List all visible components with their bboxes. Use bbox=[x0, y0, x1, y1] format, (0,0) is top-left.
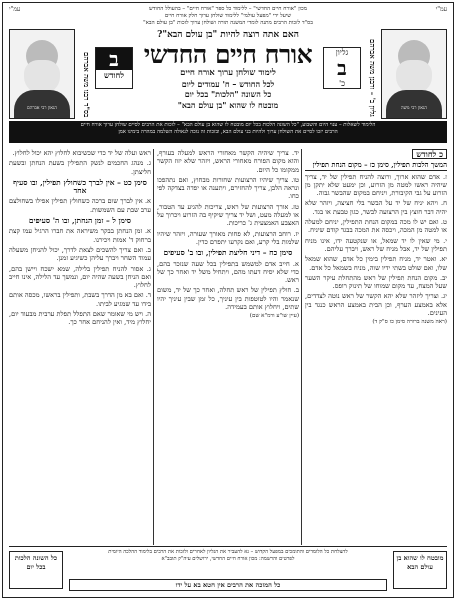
portrait-coat bbox=[14, 90, 70, 118]
paragraph: ח. ויהא יניח של יד על הבשר בלי חציצה, ויזהר שלא יהיה דבר חוצץ בין הרצועה לבשר, כגון טבעת או בגד. bbox=[305, 199, 447, 216]
column-heading: כ לחודש bbox=[412, 149, 447, 159]
page bbox=[2, 2, 454, 598]
paragraph: יג. וצריך ליזהר שלא יהא הקשר של ראש נוטה לצדדים, אלא באמצע הערף, וכן הבית באמצע הראש כנגד בין העינים. bbox=[305, 292, 447, 318]
column-subheading: המשך הלכות תפילין, סימן כז – מקום הנחת תפילין bbox=[305, 161, 447, 170]
per-month-big: ב bbox=[96, 48, 132, 70]
footer-bottom-line: כל המזכה את הרבים אין חטא בא על ידו bbox=[69, 579, 387, 591]
paragraph: ז. אדם שהוא ארוך, ורוצה להניח תפילין של יד, צריך שיהיה ראשו למטה מן הזרוע, וכן ימעט שלא יתקן מן הזרוע על גבי הקיבורת, ויניחם במקום שהבשר גבוה. bbox=[305, 172, 447, 198]
paragraph: יד. צריך שיהיה הקשר מאחורי הראש למעלה בעורף, והוא מקום הפורח מאחורי הראש, ויזהר שלא יזוז הקשר ממקומו כל היום. bbox=[157, 149, 299, 174]
paragraph: י. מי שאין לו יד שמאל, או שנקטעה ידו, אינו מניח תפילין של יד, אבל מניח של ראש, ויברך עליהם. bbox=[305, 236, 447, 253]
column-divider bbox=[301, 149, 302, 545]
paragraph: ט. ואם יש לו מכה במקום הנחת התפילין, יניחם למעלה או למטה מן המכה, ויכסה את המכה בבגד קודם שיניח. bbox=[305, 218, 447, 235]
per-month-box bbox=[95, 47, 133, 89]
paragraph: א. חייב אדם למשמש בתפילין בכל שעה שנזכר בהם, כדי שלא יסיח דעתו מהם, ויתחיל משל יד ואחר כך של ראש. bbox=[157, 259, 299, 285]
portrait-coat bbox=[386, 90, 442, 118]
paragraph: יב. מקום הנחת תפילין של ראש מהתחלת עיקר השער שעל המצח, עד מקום שמוחו של תינוק רופס. bbox=[305, 273, 447, 291]
tag-left: עמ"י bbox=[9, 6, 21, 13]
footer-box-right: מובטח לו שהוא בן עולם הבא bbox=[393, 551, 447, 589]
issue-sub: כ' bbox=[338, 79, 346, 88]
siman-heading: סימן כט – אין לברך כשחולץ תפילין, ובו סעיף אחד bbox=[13, 177, 147, 196]
footnote: (עיין שו"ע ורמ"א שם) bbox=[249, 313, 299, 320]
tag-right: עמ"י bbox=[435, 6, 447, 13]
paragraph: א. זמן הנחתן בבקר משיראה את חברו הרגיל עמו קצת ברחוק ד' אמות ויכירנו. bbox=[9, 227, 151, 244]
paragraph: ראש ועלה של יד כדי שכשיבוא לחלוץ יהא יכול לחלוץ. bbox=[12, 149, 151, 157]
column-middle bbox=[157, 149, 299, 545]
subtitle-3: כל השונה "הלכות" בכל יום bbox=[184, 89, 272, 99]
paragraph: טז. אורך הרצועות של ראש, צריכות להגיע עד הטבור, או למעלה מעט, ושל יד צריך שיקיף בה הזרוע ויכרוך על האצבע האמצעית ג' כריכות. bbox=[157, 202, 299, 228]
issue-number: ב bbox=[337, 56, 347, 80]
subtitle-2: לכל החודש – ח' עמודים ליום bbox=[181, 79, 275, 89]
paragraph: ג. אסור להניח תפילין בלילה, שמא ישכח ויישן בהם, ואם הניחן בשעה שהיה יום, ונמשך עד הלילה, אינו חייב לחלוץ. bbox=[9, 264, 151, 290]
footnote: (ראה משנה ברורה סימן כז ס"ק ד) bbox=[372, 319, 447, 326]
paragraph: יא. ואטר יד, מניח תפילין בימין כל אדם, שהוא שמאל שלו, ואם שולט בשתי ידיו שוה, מניח בשמאל כל אדם. bbox=[305, 255, 447, 272]
top-line-2: שיעל ידי "מפעל עולמי" ללימוד שולחן ערוך חלק אורח חיים bbox=[164, 13, 292, 19]
banner-line-1: הלימוד לשאלות – ענוי היום והשבוע, "כל השונה הלכות בכל יום מובטח לו שהוא בן עולם הבא" – לזכות את הרבים לסיים שולחן ערוך אורח חיים bbox=[80, 122, 376, 128]
column-divider bbox=[153, 149, 154, 545]
portrait-left bbox=[9, 29, 75, 119]
vertical-text-right: גליון ב' – ורבנן משה אברהם bbox=[368, 39, 377, 117]
siman-heading: סימן ל – זמן הנחתן, ובו ה' סעיפים bbox=[28, 216, 132, 226]
page-title: אורח חיים החדשי bbox=[143, 40, 313, 69]
paragraph: ג. מנהג החכמים לנשק התפילין בשעת הנחתן ובשעת חליצתן. bbox=[9, 159, 151, 176]
top-line-1: מכון "אורח חיים החדשי" – ללימוד כל ספר "אורח חיים" – בהעולל החודש bbox=[149, 6, 307, 12]
issue-box bbox=[323, 47, 361, 89]
footer-text bbox=[69, 549, 387, 562]
column-right bbox=[305, 149, 447, 545]
portrait-caption: הגאון רבי אברהם bbox=[27, 106, 57, 111]
header-top-lines bbox=[9, 6, 447, 27]
subtitle-4: מובטח לו שהוא "בן עולם הבא" bbox=[177, 100, 279, 110]
text-columns bbox=[9, 149, 447, 545]
footer bbox=[9, 546, 447, 593]
top-line-3: בס"ד לזכות הרבים מתנה לומדי המשנה תורה ושולחן ערוך לזכות "בן עולם הבא" bbox=[143, 20, 313, 26]
portrait-caption: הגאון רבי משה bbox=[401, 106, 427, 111]
paragraph: א. אין לברך שום ברכה כשחולץ תפילין אפילו בשחולצם ערב שבת עם השמשות. bbox=[9, 197, 151, 214]
subtitle-1: לימוד שולחן ערוך אורח חיים bbox=[180, 68, 276, 78]
paragraph: ב. ואם צריך להשכים לצאת לדרך, יכול להניחן משעלה עמוד השחר ויברך עליהן כשיגיע זמנן. bbox=[9, 245, 151, 263]
paragraph: טו. צריך שיהיו הרצועות שחורות מבחוץ, ואם נתהפכו ונראה הלבן, צריך להחזירם, ויתענה או יפדה בצדקה לפי כחו. bbox=[157, 175, 299, 201]
paragraph: יז. רוחב הרצועות, לא פחות מאורך שעורה, ויזהר שיהיו שלמות בלי קרע, ואם נקרעו יתפרם כדין. bbox=[157, 229, 299, 246]
masthead-center bbox=[135, 29, 321, 111]
column-left bbox=[9, 149, 151, 545]
paragraph: ד. ואם בא מן הדרך בשבת, ותפילין בראשו, מכסה אותם בידו עד שמגיע לביתו. bbox=[9, 291, 151, 308]
issue-label: גליון bbox=[335, 48, 349, 57]
footer-box-left: כל השונה הלכות בכל יום bbox=[9, 551, 63, 589]
portrait-beard bbox=[24, 60, 60, 94]
siman-heading: סימן כח – דיני חליצת תפילין, ובו ב' סעיפים bbox=[163, 248, 293, 258]
vertical-text-left: בס"ד רבנו משה אברהם bbox=[82, 51, 91, 117]
per-month-label: לחודש bbox=[103, 70, 125, 80]
banner bbox=[9, 121, 447, 143]
paragraph: ב. חולץ תפילין של ראש תחלה, ואחר כך של יד, משום שנאמר והיו לטוטפות בין עיניך, כל זמן שבין עיניך יהיו שתים, ויחלוץ אותם בעמידה. bbox=[157, 286, 299, 312]
slogan: האם אתה רוצה להיות "בן עולם הבא"? bbox=[157, 30, 299, 40]
portrait-beard bbox=[396, 60, 432, 94]
footer-text-2: לפרטים והרשמה: מכון אורח חיים החדשי, ירושלים עיה"ק תובב"א bbox=[161, 555, 295, 562]
masthead bbox=[9, 29, 447, 121]
portrait-right bbox=[381, 29, 447, 119]
banner-line-2: הרבים יזכו לסיים את השולחן ערוך ולהיות בני עולם הבא, ובזכות זה נזכה לגאולה השלמה במהרה בימינו אמן bbox=[118, 129, 338, 135]
footer-text-1: להצלחת כל הלומדים והתומכים במפעל הקדוש – נא להעביר את הגליון לאחרים ולזכות את הרבים בלימוד ההלכה היומית bbox=[108, 549, 348, 555]
paragraph: ה. ויש מי שאומר שאם התפלל תפלת ערבית מבעוד יום, יחלוץ מיד, ואין להניחם אחר כך. bbox=[9, 310, 151, 327]
